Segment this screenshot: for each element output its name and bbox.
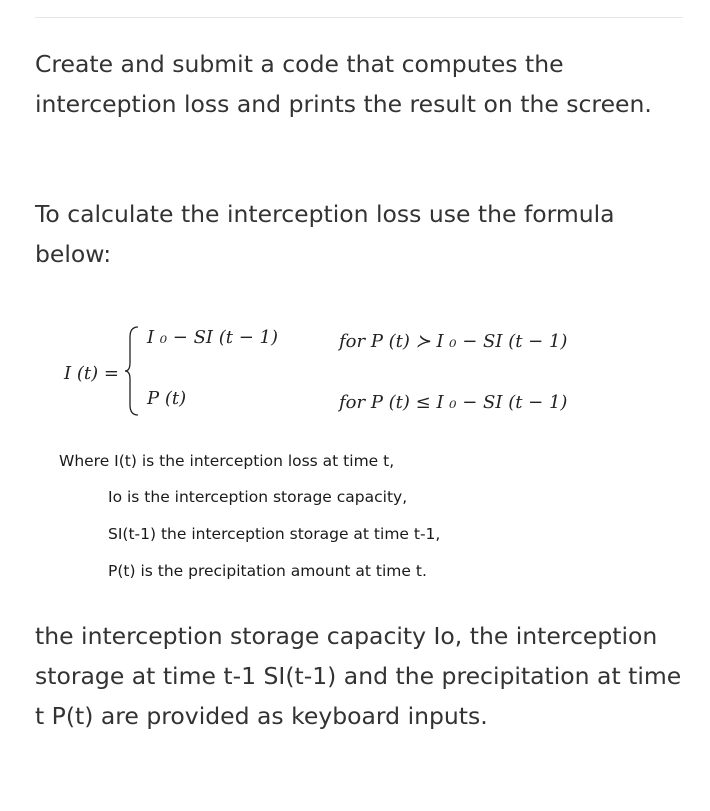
inputs-paragraph: the interception storage capacity Io, the interception storage at time t-1 SI(t-1) and the precipitation at time t P(t) are provided as keyboard inputs.: [35, 622, 682, 730]
formula-intro-paragraph: To calculate the interception loss use the formula below:: [35, 200, 615, 268]
definition-item: SI(t-1) the interception storage at time t-1,: [108, 525, 441, 543]
definition-item: P(t) is the precipitation amount at time t.: [108, 562, 427, 580]
left-brace-icon: [124, 325, 140, 417]
formula-case2-value: P (t): [147, 388, 187, 409]
interception-loss-formula: [0, 310, 710, 430]
formula-case1-condition: for P (t) ≻ I ₀ − SI (t − 1): [339, 331, 568, 352]
definition-item: Where I(t) is the interception loss at time t,: [59, 452, 395, 470]
definition-item: Io is the interception storage capacity,: [108, 488, 408, 506]
formula-case2-condition: for P (t) ≤ I ₀ − SI (t − 1): [339, 392, 568, 413]
top-divider: [35, 17, 683, 18]
formula-lhs: I (t) =: [64, 363, 119, 384]
formula-case1-value: I ₀ − SI (t − 1): [147, 327, 278, 348]
intro-paragraph: Create and submit a code that computes the interception loss and prints the result on the screen.: [35, 50, 652, 118]
